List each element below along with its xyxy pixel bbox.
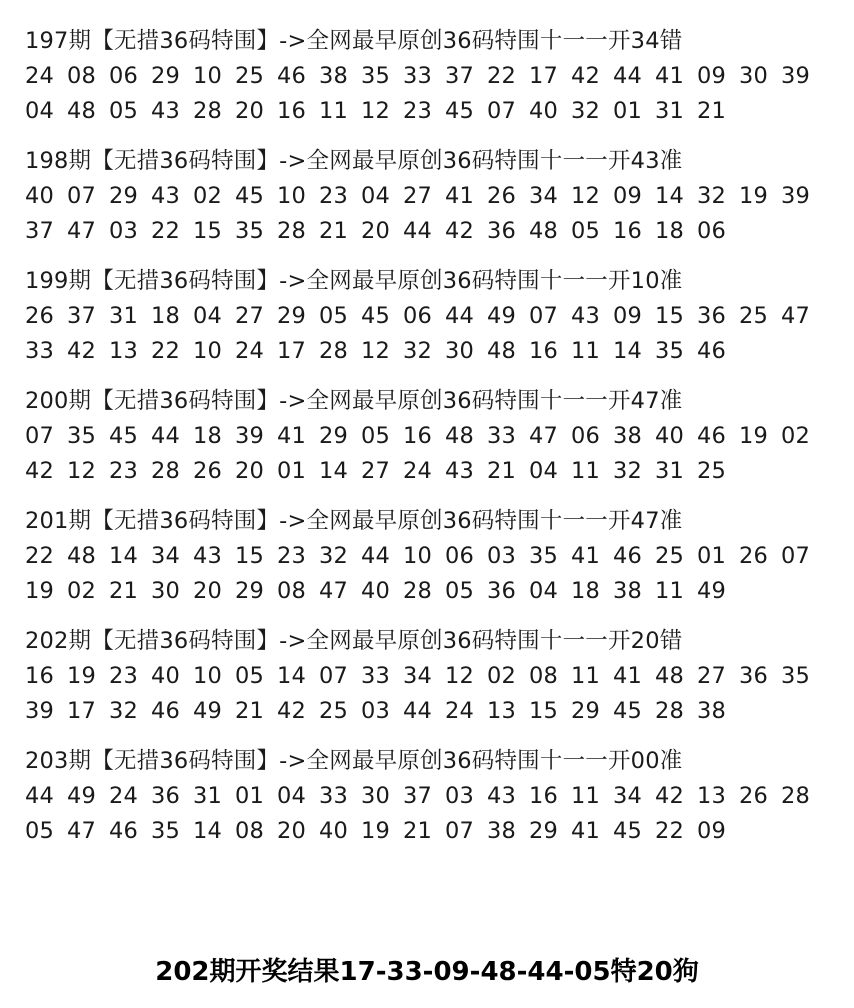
number-cell: 38 [319,63,349,89]
number-cell: 21 [697,98,727,124]
number-cell: 17 [67,698,97,724]
number-cell: 14 [193,818,223,844]
number-cell: 01 [613,98,643,124]
number-cell: 21 [487,458,517,484]
number-cell: 26 [739,783,769,809]
number-cell: 40 [655,423,685,449]
number-cell: 32 [613,458,643,484]
number-cell: 37 [445,63,475,89]
number-cell: 23 [109,458,139,484]
period-header: 201期【无措36码特围】->全网最早原创36码特围十一一开47准 [25,508,683,534]
number-cell: 32 [571,98,601,124]
number-cell: 25 [319,698,349,724]
number-cell: 36 [697,303,727,329]
number-cell: 03 [109,218,139,244]
number-cell: 16 [529,783,559,809]
number-cell: 22 [151,218,181,244]
number-cell: 34 [613,783,643,809]
number-cell: 28 [151,458,181,484]
period-block [25,624,835,729]
number-cell: 11 [571,338,601,364]
number-cell: 16 [277,98,307,124]
number-cell: 35 [529,543,559,569]
number-cell: 35 [67,423,97,449]
period-block [25,744,835,849]
number-row [25,214,835,249]
number-cell: 35 [361,63,391,89]
number-row [25,574,835,609]
number-cell: 42 [67,338,97,364]
number-cell: 19 [67,663,97,689]
number-cell: 42 [655,783,685,809]
number-cell: 08 [529,663,559,689]
number-cell: 44 [361,543,391,569]
number-cell: 17 [277,338,307,364]
number-cell: 10 [277,183,307,209]
period-block [25,264,835,369]
number-cell: 41 [277,423,307,449]
number-cell: 01 [697,543,727,569]
number-cell: 06 [571,423,601,449]
number-row [25,59,835,94]
number-cell: 42 [277,698,307,724]
number-cell: 32 [319,543,349,569]
number-cell: 43 [487,783,517,809]
number-cell: 13 [109,338,139,364]
number-cell: 04 [277,783,307,809]
number-cell: 36 [151,783,181,809]
number-cell: 02 [193,183,223,209]
number-cell: 45 [445,98,475,124]
number-row [25,694,835,729]
number-cell: 23 [319,183,349,209]
draw-result: 202期开奖结果17-33-09-48-44-05特20狗 [155,957,699,987]
number-cell: 23 [403,98,433,124]
number-cell: 08 [67,63,97,89]
number-cell: 18 [151,303,181,329]
number-cell: 48 [67,543,97,569]
number-cell: 45 [613,818,643,844]
number-cell: 32 [697,183,727,209]
number-cell: 31 [193,783,223,809]
number-cell: 43 [151,183,181,209]
number-cell: 31 [655,98,685,124]
number-row [25,179,835,214]
number-cell: 29 [109,183,139,209]
period-header: 199期【无措36码特围】->全网最早原创36码特围十一一开10准 [25,268,683,294]
number-cell: 38 [613,578,643,604]
number-cell: 33 [25,338,55,364]
number-cell: 30 [151,578,181,604]
number-cell: 40 [319,818,349,844]
number-cell: 46 [109,818,139,844]
number-cell: 12 [67,458,97,484]
number-cell: 25 [697,458,727,484]
number-cell: 39 [235,423,265,449]
number-cell: 07 [25,423,55,449]
number-cell: 40 [361,578,391,604]
number-cell: 12 [361,338,391,364]
number-cell: 05 [571,218,601,244]
number-cell: 46 [613,543,643,569]
number-cell: 49 [697,578,727,604]
number-cell: 43 [193,543,223,569]
number-cell: 05 [235,663,265,689]
number-cell: 13 [697,783,727,809]
number-cell: 04 [361,183,391,209]
number-cell: 09 [613,303,643,329]
number-cell: 02 [781,423,811,449]
number-cell: 11 [571,458,601,484]
number-cell: 19 [739,423,769,449]
number-cell: 46 [151,698,181,724]
number-cell: 15 [655,303,685,329]
number-cell: 23 [277,543,307,569]
number-cell: 26 [739,543,769,569]
number-cell: 04 [193,303,223,329]
number-row [25,419,835,454]
document-body [25,24,835,864]
number-cell: 45 [109,423,139,449]
number-cell: 38 [697,698,727,724]
number-cell: 31 [109,303,139,329]
number-cell: 20 [193,578,223,604]
number-cell: 44 [445,303,475,329]
number-cell: 03 [445,783,475,809]
number-cell: 14 [109,543,139,569]
number-cell: 32 [109,698,139,724]
number-cell: 07 [529,303,559,329]
number-cell: 12 [571,183,601,209]
number-cell: 01 [277,458,307,484]
number-cell: 08 [277,578,307,604]
number-cell: 45 [613,698,643,724]
number-cell: 05 [445,578,475,604]
number-cell: 10 [193,338,223,364]
number-row [25,94,835,129]
number-cell: 11 [571,783,601,809]
number-cell: 05 [25,818,55,844]
number-cell: 16 [529,338,559,364]
number-cell: 05 [319,303,349,329]
number-cell: 34 [403,663,433,689]
number-cell: 45 [235,183,265,209]
number-cell: 01 [235,783,265,809]
number-cell: 23 [109,663,139,689]
number-cell: 02 [487,663,517,689]
number-cell: 40 [25,183,55,209]
number-cell: 40 [151,663,181,689]
number-cell: 48 [655,663,685,689]
number-cell: 16 [613,218,643,244]
number-cell: 05 [361,423,391,449]
number-cell: 46 [697,338,727,364]
number-cell: 43 [151,98,181,124]
number-cell: 05 [109,98,139,124]
number-cell: 48 [445,423,475,449]
number-cell: 04 [529,458,559,484]
number-cell: 29 [235,578,265,604]
number-cell: 20 [235,98,265,124]
number-cell: 09 [613,183,643,209]
number-cell: 38 [487,818,517,844]
number-cell: 14 [277,663,307,689]
number-cell: 48 [67,98,97,124]
number-cell: 39 [781,183,811,209]
number-cell: 03 [361,698,391,724]
period-header: 203期【无措36码特围】->全网最早原创36码特围十一一开00准 [25,748,683,774]
number-cell: 10 [193,663,223,689]
number-cell: 19 [361,818,391,844]
number-cell: 21 [403,818,433,844]
number-cell: 07 [487,98,517,124]
number-cell: 27 [697,663,727,689]
number-cell: 36 [487,578,517,604]
number-cell: 24 [445,698,475,724]
number-cell: 25 [739,303,769,329]
number-cell: 44 [403,218,433,244]
number-cell: 34 [529,183,559,209]
number-cell: 39 [25,698,55,724]
number-row [25,539,835,574]
number-cell: 22 [655,818,685,844]
number-cell: 04 [529,578,559,604]
number-cell: 47 [781,303,811,329]
number-cell: 26 [193,458,223,484]
number-cell: 47 [319,578,349,604]
number-cell: 29 [151,63,181,89]
number-cell: 24 [235,338,265,364]
number-cell: 11 [319,98,349,124]
number-cell: 43 [571,303,601,329]
number-row [25,659,835,694]
number-cell: 44 [403,698,433,724]
number-cell: 27 [235,303,265,329]
number-cell: 25 [655,543,685,569]
number-cell: 35 [151,818,181,844]
number-cell: 34 [151,543,181,569]
number-cell: 15 [529,698,559,724]
number-cell: 48 [487,338,517,364]
number-cell: 20 [235,458,265,484]
number-cell: 49 [67,783,97,809]
number-cell: 24 [403,458,433,484]
number-cell: 14 [655,183,685,209]
number-cell: 16 [403,423,433,449]
number-cell: 41 [445,183,475,209]
number-cell: 24 [25,63,55,89]
period-block [25,144,835,249]
number-cell: 47 [529,423,559,449]
number-cell: 42 [445,218,475,244]
number-cell: 12 [361,98,391,124]
number-row [25,334,835,369]
number-cell: 06 [445,543,475,569]
number-cell: 37 [403,783,433,809]
number-cell: 41 [571,543,601,569]
number-cell: 21 [109,578,139,604]
number-cell: 18 [571,578,601,604]
number-cell: 03 [487,543,517,569]
number-cell: 19 [25,578,55,604]
number-cell: 28 [193,98,223,124]
number-cell: 36 [487,218,517,244]
number-row [25,779,835,814]
number-cell: 10 [193,63,223,89]
number-cell: 18 [655,218,685,244]
period-header: 200期【无措36码特围】->全网最早原创36码特围十一一开47准 [25,388,683,414]
number-cell: 13 [487,698,517,724]
number-cell: 20 [277,818,307,844]
period-block [25,384,835,489]
number-cell: 45 [361,303,391,329]
number-cell: 33 [361,663,391,689]
number-cell: 28 [319,338,349,364]
number-cell: 35 [781,663,811,689]
number-cell: 24 [109,783,139,809]
number-cell: 33 [319,783,349,809]
number-cell: 38 [613,423,643,449]
number-cell: 31 [655,458,685,484]
number-cell: 07 [781,543,811,569]
number-cell: 06 [109,63,139,89]
number-cell: 39 [781,63,811,89]
number-cell: 30 [739,63,769,89]
period-block [25,504,835,609]
number-cell: 17 [529,63,559,89]
number-cell: 35 [655,338,685,364]
number-cell: 08 [235,818,265,844]
number-cell: 04 [25,98,55,124]
number-cell: 30 [361,783,391,809]
number-cell: 15 [193,218,223,244]
number-cell: 09 [697,63,727,89]
number-cell: 02 [67,578,97,604]
number-cell: 16 [25,663,55,689]
number-cell: 29 [319,423,349,449]
number-cell: 29 [529,818,559,844]
number-cell: 10 [403,543,433,569]
number-row [25,299,835,334]
number-cell: 15 [235,543,265,569]
number-cell: 47 [67,818,97,844]
number-cell: 27 [403,183,433,209]
number-cell: 07 [67,183,97,209]
number-cell: 22 [25,543,55,569]
number-cell: 06 [697,218,727,244]
number-cell: 42 [571,63,601,89]
number-cell: 07 [445,818,475,844]
period-header: 198期【无措36码特围】->全网最早原创36码特围十一一开43准 [25,148,683,174]
number-cell: 22 [151,338,181,364]
number-cell: 28 [403,578,433,604]
number-cell: 26 [25,303,55,329]
number-cell: 20 [361,218,391,244]
number-cell: 11 [655,578,685,604]
number-cell: 19 [739,183,769,209]
number-cell: 14 [319,458,349,484]
number-cell: 29 [571,698,601,724]
number-cell: 44 [25,783,55,809]
number-cell: 09 [697,818,727,844]
number-cell: 49 [193,698,223,724]
number-cell: 28 [655,698,685,724]
number-cell: 11 [571,663,601,689]
number-cell: 07 [319,663,349,689]
number-row [25,814,835,849]
number-cell: 21 [319,218,349,244]
number-cell: 44 [151,423,181,449]
number-cell: 18 [193,423,223,449]
number-cell: 46 [277,63,307,89]
number-cell: 28 [781,783,811,809]
number-cell: 33 [487,423,517,449]
number-cell: 42 [25,458,55,484]
number-cell: 37 [25,218,55,244]
period-header: 202期【无措36码特围】->全网最早原创36码特围十一一开20错 [25,628,683,654]
number-cell: 43 [445,458,475,484]
number-cell: 41 [613,663,643,689]
number-cell: 26 [487,183,517,209]
number-cell: 30 [445,338,475,364]
number-row [25,454,835,489]
number-cell: 36 [739,663,769,689]
number-cell: 35 [235,218,265,244]
number-cell: 40 [529,98,559,124]
number-cell: 49 [487,303,517,329]
period-block [25,24,835,129]
number-cell: 48 [529,218,559,244]
number-cell: 22 [487,63,517,89]
number-cell: 25 [235,63,265,89]
number-cell: 32 [403,338,433,364]
number-cell: 37 [67,303,97,329]
number-cell: 46 [697,423,727,449]
number-cell: 41 [571,818,601,844]
number-cell: 21 [235,698,265,724]
number-cell: 29 [277,303,307,329]
period-header: 197期【无措36码特围】->全网最早原创36码特围十一一开34错 [25,28,683,54]
number-cell: 33 [403,63,433,89]
number-cell: 14 [613,338,643,364]
number-cell: 47 [67,218,97,244]
number-cell: 28 [277,218,307,244]
number-cell: 44 [613,63,643,89]
number-cell: 12 [445,663,475,689]
number-cell: 41 [655,63,685,89]
number-cell: 06 [403,303,433,329]
number-cell: 27 [361,458,391,484]
